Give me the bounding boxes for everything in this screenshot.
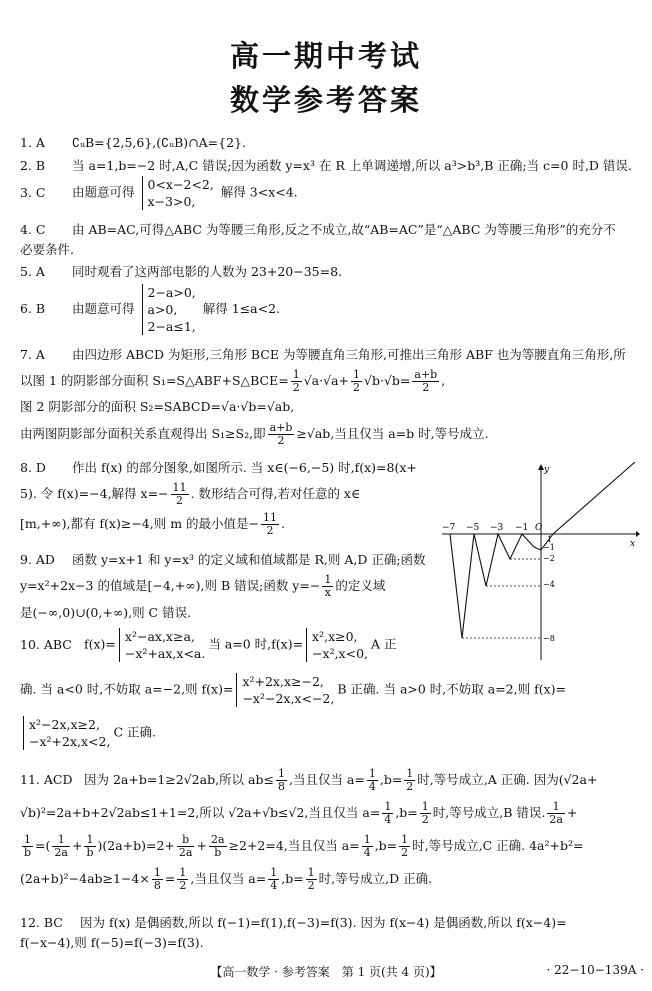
y-tick-label: −1 bbox=[543, 543, 555, 552]
denominator: 4 bbox=[368, 780, 376, 793]
denominator: 2 bbox=[401, 846, 409, 859]
denominator: 2 bbox=[277, 434, 285, 447]
fraction bbox=[399, 834, 410, 859]
answer-text: f(x)= bbox=[84, 636, 116, 652]
answer-text: (2a+b)²−4ab≥1−4× bbox=[20, 871, 150, 886]
numerator: 1 bbox=[547, 801, 565, 814]
answer-10-cont bbox=[20, 673, 640, 707]
fraction bbox=[351, 369, 362, 394]
denominator: 2 bbox=[176, 494, 184, 507]
fraction bbox=[209, 834, 227, 859]
numerator: 1 bbox=[363, 833, 371, 846]
fraction bbox=[177, 834, 195, 859]
system-line: −x²+ax,x<a. bbox=[124, 646, 206, 661]
answer-text: 同时观看了这两部电影的人数为 23+20−35=8. bbox=[72, 264, 343, 279]
numerator: 1 bbox=[421, 800, 429, 813]
page-title: 高一期中考试 bbox=[229, 39, 422, 73]
answer-text: 因为 f(x) 是偶函数,所以 f(−1)=f(1),f(−3)=f(3). 因为 f(x−4) 是偶函数,所以 f(x−4)= bbox=[80, 915, 567, 930]
answer-text: √b)²=2a+b+2√2ab≤1+1=2,所以 √2a+√b≤√2,当且仅当 a= bbox=[20, 805, 381, 820]
answer-12 bbox=[20, 914, 640, 952]
piecewise-function bbox=[236, 673, 334, 707]
fraction bbox=[547, 801, 565, 826]
answer-text: √a·√a+ bbox=[303, 373, 350, 388]
answer-number: 8. D bbox=[20, 460, 46, 475]
answer-number: 4. C bbox=[20, 222, 46, 237]
answer-text: 当 a=0 时,f(x)= bbox=[208, 636, 304, 652]
numerator: 11 bbox=[172, 481, 187, 494]
numerator: 1 bbox=[324, 573, 332, 586]
x-tick-label: −1 bbox=[515, 523, 529, 533]
answer-text: . bbox=[281, 516, 285, 531]
function-graph bbox=[440, 462, 640, 662]
answer-text: 解得 1≤a<2. bbox=[202, 301, 281, 316]
answer-text: C 正确. bbox=[113, 724, 156, 740]
answer-3 bbox=[20, 176, 640, 210]
answer-text: 由两图阴影部分面积关系直观得出 S₁≥S₂,即 bbox=[20, 426, 266, 441]
numerator: 11 bbox=[263, 511, 277, 524]
fraction bbox=[306, 867, 317, 892]
denominator: 2a bbox=[54, 846, 68, 859]
system-line: −x²,x<0, bbox=[312, 646, 369, 661]
fraction bbox=[367, 768, 378, 793]
answer-text: 以图 1 的阴影部分面积 S₁=S△ABF+S△BCE= bbox=[20, 373, 289, 388]
denominator: 8 bbox=[153, 879, 161, 892]
fraction bbox=[362, 834, 373, 859]
denominator: 2 bbox=[179, 879, 187, 892]
answer-text: 解得 3<x<4. bbox=[220, 184, 298, 200]
answer-4 bbox=[20, 221, 640, 259]
piecewise-function bbox=[119, 628, 205, 662]
answer-text: [m,+∞),都有 f(x)≥−4,则 m 的最小值是− bbox=[20, 516, 259, 531]
answer-text: f(−x−4),则 f(−5)=f(−3)=f(3). bbox=[20, 935, 204, 950]
system-line: a>0, bbox=[147, 302, 178, 317]
x-tick-label: −7 bbox=[442, 523, 456, 533]
denominator: 2 bbox=[422, 381, 430, 394]
answer-text: √b·√b= bbox=[364, 373, 411, 388]
numerator: 1 bbox=[401, 833, 409, 846]
answer-text: 由四边形 ABCD 为矩形,三角形 BCE 为等腰直角三角形,可推出三角形 ABF 也为等腰直角三角形,所 bbox=[72, 347, 626, 362]
numerator: b bbox=[177, 834, 195, 847]
answer-text: A 正 bbox=[371, 636, 397, 652]
fraction bbox=[291, 369, 302, 394]
answer-text: 5). 令 f(x)=−4,解得 x=− bbox=[20, 486, 169, 501]
system-line: x−3>0, bbox=[147, 194, 196, 209]
answer-11: 11. ACD 因为 2a+b=1≥2√2ab,所以 ab≤ $\frac{1}{8}$ ,当且仅当 a= $\frac{1}{4}$ ,b= $\frac{1}{2}$ 时,等号成立,A 正确. 因为(√2a+ √b)²=2a+b+2√2ab≤1+1=2,所以 √2a+√b≤√2,当且仅当 a= $\frac{1}{4}$ ,b= $\frac{1}{2}$ 时,等号成立,B 错误. $\frac{1}{2a}$ + $\frac{1}{b}$ =( $\frac{1}{2a}$ + $\frac{1}{b}$ )(2a+b)=2+ $\frac{b}{2a}$ + $\frac{2a}{b}$ ≥2+2=4,当且仅当 a= $\frac{1}{4}$ ,b= $\frac{1}{2}$ 时,等号成立,C 正确. 4a²+b²= (2a+b)²−4ab≥1−4× $\frac{1}{8}$ = $\frac{1}{2}$ ,当且仅当 a= $\frac{1}{4}$ ,b= $\frac{1}{2}$ 时,等号成立,D 正确. bbox=[20, 767, 598, 892]
x-tick-label: 1 bbox=[547, 535, 553, 544]
answer-text: 时,等号成立,C 正确. 4a²+b²= bbox=[412, 838, 584, 853]
system-line: 0<x−2<2, bbox=[147, 177, 214, 192]
inequality-system bbox=[142, 176, 214, 210]
denominator: x bbox=[324, 586, 331, 599]
footer-page-info: 【高一数学 · 参考答案 第 1 页(共 4 页)】 bbox=[210, 965, 442, 979]
answer-6 bbox=[20, 284, 640, 335]
fraction bbox=[404, 768, 415, 793]
answer-text: ,b= bbox=[281, 871, 304, 886]
y-axis-label: y bbox=[544, 465, 550, 475]
y-tick-label: −8 bbox=[543, 634, 555, 643]
fraction bbox=[268, 422, 295, 447]
answer-text: 因为 2a+b=1≥2√2ab,所以 ab≤ bbox=[84, 772, 274, 787]
numerator: 2a bbox=[210, 833, 225, 846]
answer-number: 3. C bbox=[20, 184, 46, 200]
answer-text: ,b= bbox=[374, 838, 398, 853]
answer-text: 时,等号成立,A 正确. 因为(√2a+ bbox=[417, 772, 598, 787]
answer-text: 确. 当 a<0 时,不妨取 a=−2,则 f(x)= bbox=[20, 681, 234, 697]
denominator: 2a bbox=[178, 846, 193, 859]
x-tick-label: −3 bbox=[490, 523, 504, 533]
numerator: 1 bbox=[179, 866, 187, 879]
numerator: 1 bbox=[270, 866, 278, 879]
y-tick-label: −2 bbox=[543, 554, 555, 563]
fraction bbox=[420, 801, 431, 826]
answer-text: 时,等号成立,B 错误. bbox=[432, 805, 546, 820]
denominator: 2 bbox=[353, 381, 361, 394]
answer-text: 由 AB=AC,可得△ABC 为等腰三角形,反之不成立,故“AB=AC”是“△ABC 为等腰三角形”的充分不 bbox=[72, 222, 616, 237]
answer-10 bbox=[20, 628, 450, 662]
denominator: 4 bbox=[384, 813, 392, 826]
answer-number: 2. B bbox=[20, 158, 46, 173]
fraction bbox=[171, 482, 189, 507]
system-line: x²−ax,x≥a, bbox=[124, 629, 195, 644]
denominator: 2 bbox=[406, 780, 414, 793]
answer-text: ,b= bbox=[379, 772, 403, 787]
answer-text: 的定义域 bbox=[335, 578, 386, 593]
answer-text: y=x²+2x−3 的值域是[−4,+∞),则 B 错误;函数 y=− bbox=[20, 578, 321, 593]
answer-5 bbox=[20, 263, 640, 281]
answer-text: ,当且仅当 a= bbox=[190, 871, 267, 886]
x-axis-label: x bbox=[630, 539, 636, 549]
answer-text: ,当且仅当 a= bbox=[288, 772, 365, 787]
numerator: 1 bbox=[52, 834, 70, 847]
denominator: 2 bbox=[421, 813, 429, 826]
answer-text: 由题意可得 bbox=[72, 301, 135, 316]
answer-text: 当 a=1,b=−2 时,A,C 错误;因为函数 y=x³ 在 R 上单调递增,所以 a³>b³,B 正确;当 c=0 时,D 错误. bbox=[72, 158, 632, 173]
numerator: 1 bbox=[384, 800, 392, 813]
denominator: 4 bbox=[270, 879, 278, 892]
denominator: 2 bbox=[292, 381, 300, 394]
fraction bbox=[276, 768, 287, 793]
fraction bbox=[268, 867, 279, 892]
answer-9 bbox=[20, 551, 450, 622]
fraction bbox=[177, 867, 188, 892]
denominator: 8 bbox=[277, 780, 285, 793]
answer-text: + bbox=[71, 838, 83, 853]
answer-text: =( bbox=[35, 838, 51, 853]
numerator: a+b bbox=[269, 421, 293, 434]
fraction bbox=[322, 574, 333, 599]
answer-number: 11. ACD bbox=[20, 772, 73, 787]
fraction bbox=[22, 834, 33, 859]
answer-text: ≥2+2=4,当且仅当 a= bbox=[228, 838, 360, 853]
answer-number: 7. A bbox=[20, 347, 45, 362]
denominator: b bbox=[86, 846, 94, 859]
answer-10-cont2 bbox=[20, 716, 640, 750]
answer-number: 10. ABC bbox=[20, 636, 72, 652]
piecewise-function bbox=[306, 628, 368, 662]
answer-text: 是(−∞,0)∪(0,+∞),则 C 错误. bbox=[20, 605, 192, 620]
answer-text: 函数 y=x+1 和 y=x³ 的定义域和值域都是 R,则 A,D 正确;函数 bbox=[72, 552, 426, 567]
numerator: 1 bbox=[22, 834, 33, 847]
system-line: −x²−2x,x<−2, bbox=[242, 691, 335, 706]
numerator: 1 bbox=[353, 368, 361, 381]
denominator: b bbox=[24, 846, 32, 859]
origin-label: O bbox=[535, 523, 543, 533]
numerator: a+b bbox=[414, 368, 438, 381]
denominator: 2a bbox=[549, 813, 563, 826]
answer-text: B 正确. 当 a>0 时,不妨取 a=2,则 f(x)= bbox=[337, 681, 566, 697]
system-line: 2−a>0, bbox=[147, 285, 196, 300]
numerator: 1 bbox=[406, 767, 414, 780]
answer-number: 5. A bbox=[20, 264, 45, 279]
system-line: x²,x≥0, bbox=[312, 629, 358, 644]
answer-text: 必要条件. bbox=[20, 242, 74, 257]
denominator: 2 bbox=[307, 879, 315, 892]
answer-text: 由题意可得 bbox=[72, 184, 135, 200]
fraction bbox=[412, 369, 439, 394]
numerator: 1 bbox=[307, 866, 315, 879]
answer-text: ∁ᵤB={2,5,6},(∁ᵤB)∩A={2}. bbox=[72, 135, 246, 150]
answer-1 bbox=[20, 134, 640, 152]
answer-number: 12. BC bbox=[20, 915, 63, 930]
system-line: x²−2x,x≥2, bbox=[29, 717, 100, 732]
answer-text: = bbox=[164, 871, 176, 886]
answer-number: 9. AD bbox=[20, 552, 55, 567]
fraction bbox=[52, 834, 70, 859]
answer-text: 时,等号成立,D 正确. bbox=[318, 871, 433, 886]
fraction bbox=[261, 512, 279, 537]
answer-8 bbox=[20, 459, 450, 537]
x-tick-label: −5 bbox=[466, 523, 480, 533]
answer-text: )(2a+b)=2+ bbox=[97, 838, 175, 853]
numerator: 1 bbox=[84, 834, 95, 847]
numerator: 1 bbox=[277, 767, 285, 780]
inequality-system bbox=[142, 284, 196, 335]
answer-text: ≥√ab,当且仅当 a=b 时,等号成立. bbox=[296, 426, 489, 441]
system-line: x²+2x,x≥−2, bbox=[242, 674, 324, 689]
answer-2 bbox=[20, 157, 640, 175]
fraction bbox=[84, 834, 95, 859]
answer-text: 作出 f(x) 的部分图象,如图所示. 当 x∈(−6,−5) 时,f(x)=8(x+ bbox=[72, 460, 417, 475]
denominator: 4 bbox=[363, 846, 371, 859]
denominator: 2 bbox=[266, 524, 274, 537]
piecewise-function bbox=[23, 716, 110, 750]
footer-code: · 22−10−139A · bbox=[546, 963, 644, 977]
answer-text: . 数形结合可得,若对任意的 x∈ bbox=[190, 486, 361, 501]
answer-text: + bbox=[196, 838, 207, 853]
denominator: b bbox=[214, 846, 222, 859]
system-line: 2−a≤1, bbox=[147, 319, 196, 334]
answer-7: 7. A 由四边形 ABCD 为矩形,三角形 BCE 为等腰直角三角形,可推出三角形 ABF 也为等腰直角三角形,所 以图 1 的阴影部分面积 S₁=S△ABF+S△BCE= $\frac{1}{2}$ √a·√a+ $\frac{1}{2}$ √b·√b= $\frac{a+b}{2}$ , 图 2 阴影部分的面积 S₂=SABCD=√a·√b=√ab, 由两图阴影部分面积关系直观得出 S₁≥S₂,即 $\frac{a+b}{2}$ ≥√ab,当且仅当 a=b 时,等号成立. bbox=[20, 347, 626, 447]
fraction bbox=[382, 801, 393, 826]
page-subtitle: 数学参考答案 bbox=[229, 83, 422, 117]
answer-text: 图 2 阴影部分的面积 S₂=SABCD=√a·√b=√ab, bbox=[20, 399, 295, 414]
fraction bbox=[152, 867, 163, 892]
system-line: −x²+2x,x<2, bbox=[29, 734, 111, 749]
numerator: 1 bbox=[292, 368, 300, 381]
y-tick-label: −4 bbox=[543, 580, 555, 589]
numerator: 1 bbox=[153, 866, 161, 879]
answer-text: ,b= bbox=[395, 805, 418, 820]
answer-number: 6. B bbox=[20, 301, 46, 316]
numerator: 1 bbox=[368, 767, 376, 780]
answer-number: 1. A bbox=[20, 135, 45, 150]
x-axis-arrow bbox=[636, 531, 640, 537]
